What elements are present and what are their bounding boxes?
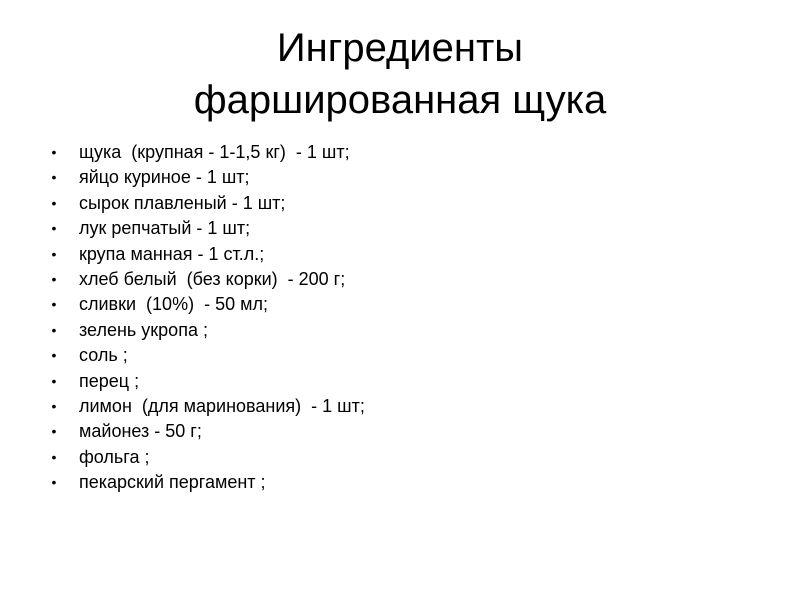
bullet-icon: • xyxy=(51,194,57,211)
ingredient-text: крупа манная - 1 ст.л.; xyxy=(79,243,265,264)
bullet-icon: • xyxy=(51,347,57,364)
title-line-1: Ингредиенты xyxy=(276,26,524,70)
ingredient-item xyxy=(48,165,768,190)
bullet-icon: • xyxy=(51,372,57,389)
ingredient-item xyxy=(48,216,768,241)
bullet-icon: • xyxy=(51,321,57,338)
ingredient-text: лимон (для маринования) - 1 шт; xyxy=(79,395,365,416)
ingredient-text: лук репчатый - 1 шт; xyxy=(79,218,251,239)
ingredient-item xyxy=(48,191,768,216)
ingredient-item xyxy=(48,419,768,444)
ingredient-item xyxy=(48,292,768,317)
bullet-icon: • xyxy=(51,169,57,186)
ingredient-item xyxy=(48,267,768,292)
ingredient-text: пекарский пергамент ; xyxy=(79,472,266,493)
bullet-icon: • xyxy=(51,474,57,491)
title-line-2: фаршированная щука xyxy=(193,78,607,122)
ingredient-text: сырок плавленый - 1 шт; xyxy=(79,192,286,213)
ingredient-item xyxy=(48,343,768,368)
ingredient-text: майонез - 50 г; xyxy=(79,421,202,442)
ingredient-item xyxy=(48,470,768,495)
ingredient-list xyxy=(48,140,768,495)
bullet-icon: • xyxy=(51,397,57,414)
ingredient-item xyxy=(48,445,768,470)
ingredient-text: сливки (10%) - 50 мл; xyxy=(79,294,268,315)
bullet-icon: • xyxy=(51,220,57,237)
ingredient-text: фольга ; xyxy=(79,446,150,467)
bullet-icon: • xyxy=(51,245,57,262)
ingredient-text: яйцо куриное - 1 шт; xyxy=(79,167,250,188)
ingredient-item xyxy=(48,140,768,165)
ingredient-item xyxy=(48,318,768,343)
ingredient-item xyxy=(48,394,768,419)
ingredient-text: перец ; xyxy=(79,370,140,391)
bullet-icon: • xyxy=(51,423,57,440)
bullet-icon: • xyxy=(51,448,57,465)
ingredient-item xyxy=(48,242,768,267)
ingredient-text: хлеб белый (без корки) - 200 г; xyxy=(79,268,346,289)
bullet-icon: • xyxy=(51,296,57,313)
bullet-icon: • xyxy=(51,270,57,287)
bullet-icon: • xyxy=(51,144,57,160)
ingredient-text: соль ; xyxy=(79,345,128,366)
ingredient-text: зелень укропа ; xyxy=(79,319,208,340)
slide-title xyxy=(0,22,800,126)
ingredient-item xyxy=(48,369,768,394)
ingredient-text: щука (крупная - 1-1,5 кг) - 1 шт; xyxy=(79,142,350,162)
